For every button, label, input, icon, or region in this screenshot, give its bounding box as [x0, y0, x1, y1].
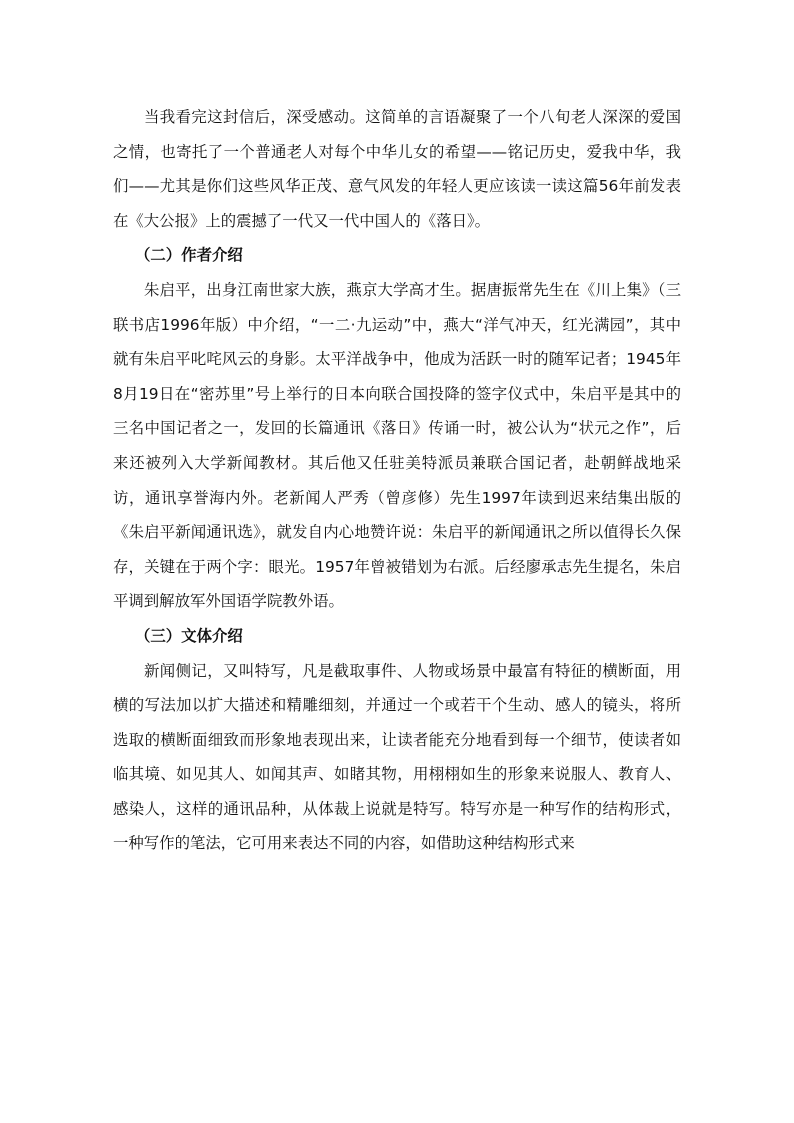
paragraph-genre-intro: 新闻侧记，又叫特写，凡是截取事件、人物或场景中最富有特征的横断面，用横的写法加以扩大描述和精雕细刻，并通过一个或若干个生动、感人的镜头，将所选取的横断面细致而形象地表现出来，让读者能充分地看到每一个细节，使读者如临其境、如见其人、如闻其声、如睹其物，用栩栩如生的形象来说服人、教育人、感染人，这样的通讯品种，从体裁上说就是特写。特写亦是一种写作的结构形式，一种写作的笔法，它可用来表达不同的内容，如借助这种结构形式来 [113, 661, 681, 853]
section-heading-author: （二）作者介绍 [135, 246, 243, 265]
paragraph-reflection: 当我看完这封信后，深受感动。这简单的言语凝聚了一个八旬老人深深的爱国之情，也寄托了一个普通老人对每个中华儿女的希望——铭记历史，爱我中华，我们——尤其是你们这些风华正茂、意气风发的年轻人更应该读一读这篇56年前发表在《大公报》上的震撼了一代又一代中国人的《落日》。 [113, 108, 681, 230]
paragraph-author-intro: 朱启平，出身江南世家大族，燕京大学高才生。据唐振常先生在《川上集》（三联书店1996年版）中介绍，“一二·九运动”中，燕大“洋气冲天，红光满园”，其中就有朱启平叱咤风云的身影。太平洋战争中，他成为活跃一时的随军记者；1945年8月19日在“密苏里”号上举行的日本向联合国投降的签字仪式中，朱启平是其中的三名中国记者之一，发回的长篇通讯《落日》传诵一时，被公认为“状元之作”，后来还被列入大学新闻教材。其后他又任驻美特派员兼联合国记者，赴朝鲜战地采访，通讯享誉海内外。老新闻人严秀（曾彦修）先生1997年读到迟来结集出版的《朱启平新闻通讯选》，就发自内心地赞许说：朱启平的新闻通讯之所以值得长久保存，关键在于两个字：眼光。1957年曾被错划为右派。后经廖承志先生提名，朱启平调到解放军外国语学院教外语。 [113, 280, 681, 611]
section-heading-genre: （三）文体介绍 [135, 626, 243, 645]
